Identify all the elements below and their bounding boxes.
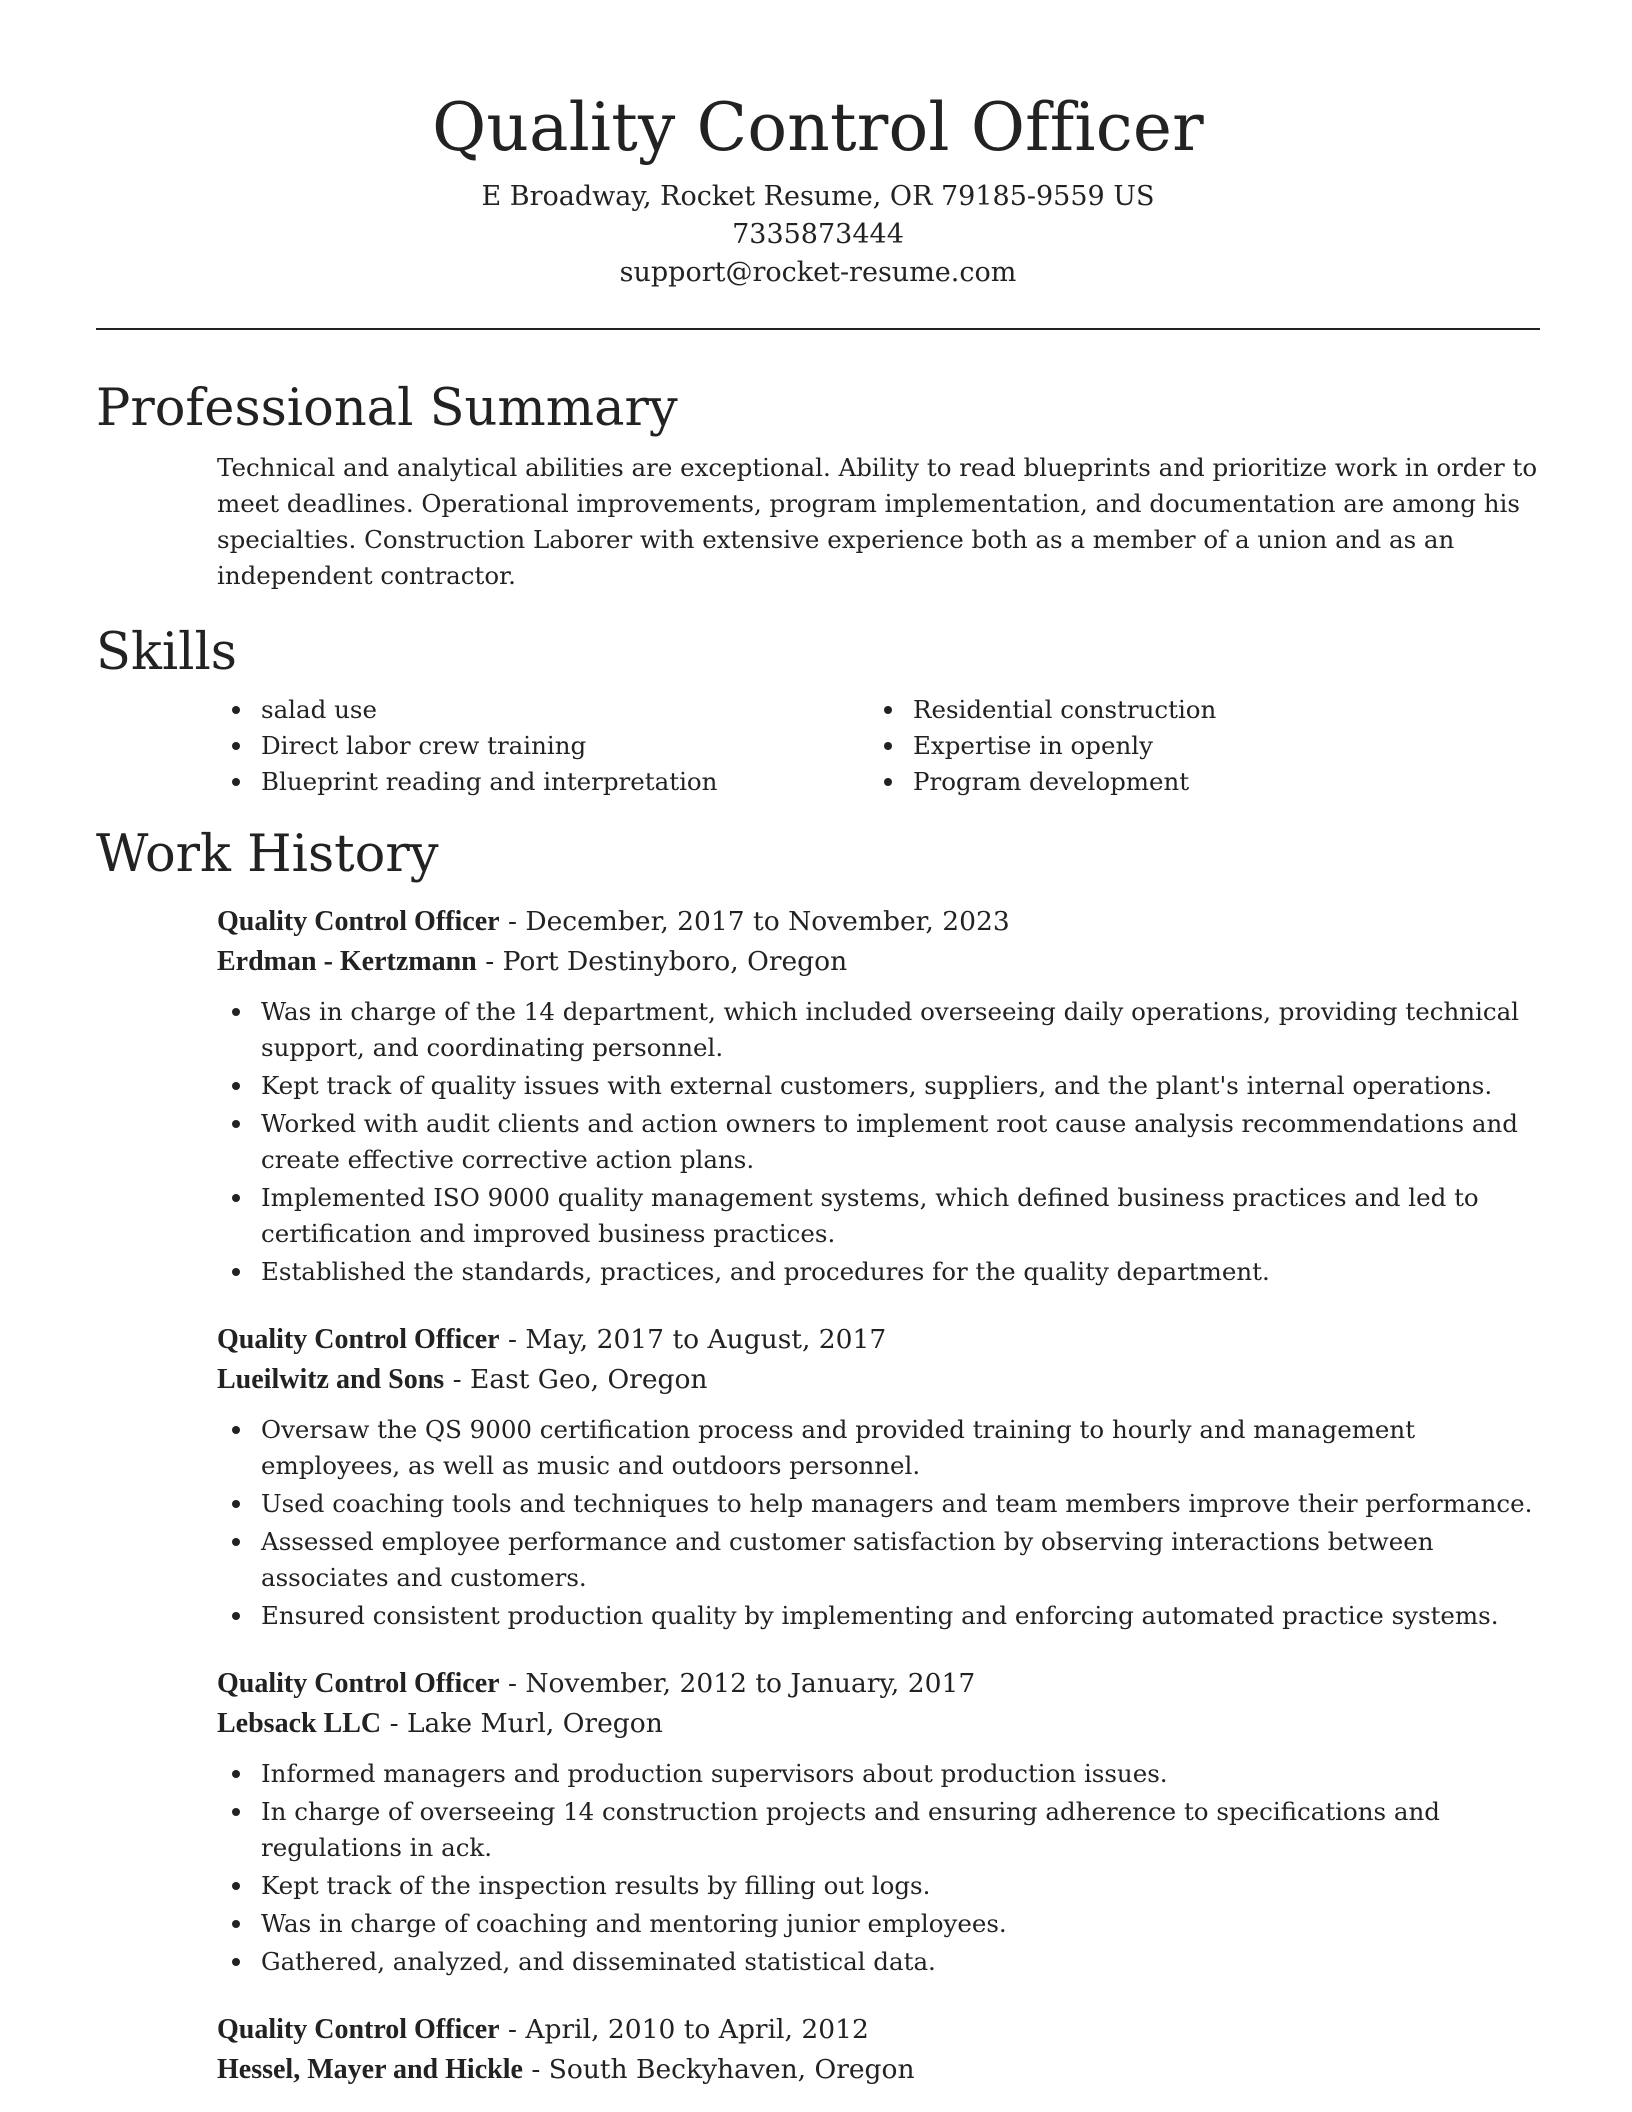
job-bullet: Was in charge of coaching and mentoring junior employees. (261, 1906, 1540, 1942)
skill-item: Residential construction (913, 692, 1521, 728)
job-bullet: Ensured consistent production quality by implementing and enforcing automated practice systems. (261, 1598, 1540, 1634)
job-dates: - May, 2017 to August, 2017 (499, 1324, 887, 1355)
job-bullet: Established the standards, practices, and procedures for the quality department. (261, 1254, 1540, 1290)
work-history-section (96, 822, 1540, 2090)
summary-section (96, 376, 1540, 594)
job-company: Lebsack LLC (217, 1708, 382, 1739)
skill-item: Blueprint reading and interpretation (261, 764, 869, 800)
job-dates: - December, 2017 to November, 2023 (499, 906, 1010, 937)
resume-page (96, 0, 1540, 2090)
skills-column-right (869, 692, 1521, 800)
job-entry (217, 902, 1540, 1290)
job-bullet-list (217, 994, 1540, 1290)
job-bullet: Oversaw the QS 9000 certification process and provided training to hourly and management employees, as well as music and outdoors personnel. (261, 1412, 1540, 1484)
skills-heading: Skills (96, 623, 237, 682)
job-company: Lueilwitz and Sons (217, 1364, 445, 1395)
job-title: Quality Control Officer (217, 2014, 500, 2045)
skills-grid (217, 692, 1540, 800)
job-bullet: Worked with audit clients and action owners to implement root cause analysis recommendations and create effective corrective action plans. (261, 1106, 1540, 1178)
job-bullet-list (217, 1412, 1540, 1634)
job-bullet: Kept track of the inspection results by filling out logs. (261, 1868, 1540, 1904)
job-title: Quality Control Officer (217, 1324, 500, 1355)
summary-text: Technical and analytical abilities are exceptional. Ability to read blueprints and prioritize work in order to meet deadlines. Operational improvements, program implementation, and documentation are among his specialties. Construction Laborer with extensive experience both as a member of a union and as an independent contractor. (217, 453, 1538, 590)
work-history-heading: Work History (96, 825, 439, 884)
skills-section (96, 620, 1540, 800)
job-bullet: Kept track of quality issues with external customers, suppliers, and the plant's internal operations. (261, 1068, 1540, 1104)
job-title: Quality Control Officer (217, 906, 500, 937)
job-entry (217, 1664, 1540, 1980)
job-bullet-list (217, 1756, 1540, 1980)
candidate-title: Quality Control Officer (432, 89, 1204, 166)
address-line: E Broadway, Rocket Resume, OR 79185-9559 US (481, 181, 1155, 212)
job-company-line (217, 2050, 1540, 2090)
job-company-line (217, 1704, 1540, 1744)
job-bullet: Implemented ISO 9000 quality management systems, which defined business practices and led to certification and improved business practices. (261, 1180, 1540, 1252)
job-title-line (217, 902, 1540, 942)
email-line: support@rocket-resume.com (619, 257, 1017, 288)
job-bullet: In charge of overseeing 14 construction projects and ensuring adherence to specifications and regulations in ack. (261, 1794, 1540, 1866)
job-company: Hessel, Mayer and Hickle (217, 2054, 523, 2085)
job-company: Erdman - Kertzmann (217, 946, 477, 977)
skill-item: Program development (913, 764, 1521, 800)
skills-column-left (217, 692, 869, 800)
phone-line: 7335873444 (732, 219, 904, 250)
job-bullet: Informed managers and production supervisors about production issues. (261, 1756, 1540, 1792)
job-title-line (217, 1664, 1540, 1704)
contact-info (96, 178, 1540, 292)
summary-heading: Professional Summary (96, 379, 678, 438)
job-entry (217, 2010, 1540, 2090)
job-title-line (217, 1320, 1540, 1360)
skill-item: Direct labor crew training (261, 728, 869, 764)
job-bullet: Was in charge of the 14 department, which included overseeing daily operations, providing technical support, and coordinating personnel. (261, 994, 1540, 1066)
job-location: - Port Destinyboro, Oregon (476, 946, 848, 977)
header-divider (96, 328, 1540, 330)
skill-item: salad use (261, 692, 869, 728)
job-title-line (217, 2010, 1540, 2050)
job-bullet: Used coaching tools and techniques to help managers and team members improve their performance. (261, 1486, 1540, 1522)
job-title: Quality Control Officer (217, 1668, 500, 1699)
job-location: - South Beckyhaven, Oregon (522, 2054, 915, 2085)
job-dates: - November, 2012 to January, 2017 (499, 1668, 976, 1699)
resume-header (96, 0, 1540, 292)
job-company-line (217, 1360, 1540, 1400)
skill-item: Expertise in openly (913, 728, 1521, 764)
job-bullet: Assessed employee performance and customer satisfaction by observing interactions between associates and customers. (261, 1524, 1540, 1596)
job-company-line (217, 942, 1540, 982)
job-location: - East Geo, Oregon (444, 1364, 708, 1395)
job-entry (217, 1320, 1540, 1634)
job-bullet: Gathered, analyzed, and disseminated statistical data. (261, 1944, 1540, 1980)
job-location: - Lake Murl, Oregon (381, 1708, 663, 1739)
job-dates: - April, 2010 to April, 2012 (499, 2014, 869, 2045)
